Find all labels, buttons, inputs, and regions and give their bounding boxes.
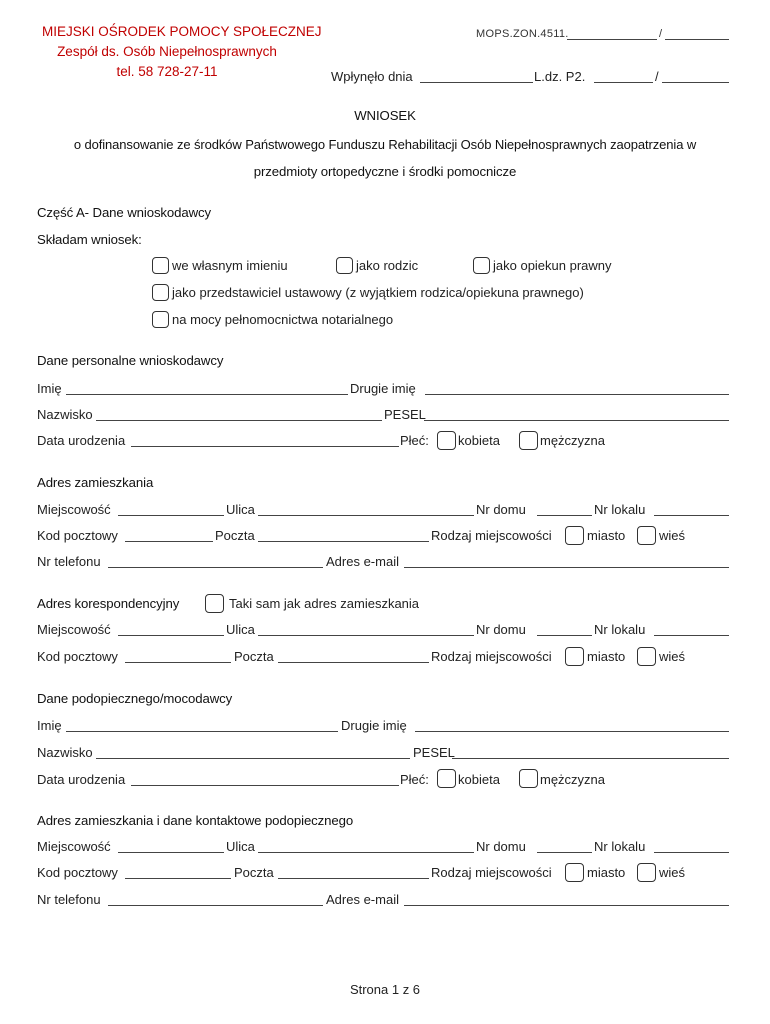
correspondence-heading: Adres korespondencyjny <box>37 596 180 611</box>
phone-field[interactable] <box>108 567 323 568</box>
ward-street-label: Ulica <box>226 839 255 854</box>
corr-town-checkbox[interactable] <box>565 647 584 666</box>
phone-label: Nr telefonu <box>37 554 101 569</box>
own-behalf-checkbox[interactable] <box>152 257 169 274</box>
legal-representative-checkbox[interactable] <box>152 284 169 301</box>
ward-town-label: miasto <box>587 865 626 880</box>
corr-village-checkbox[interactable] <box>637 647 656 666</box>
second-name-label: Drugie imię <box>350 381 416 396</box>
same-as-residence-label: Taki sam jak adres zamieszkania <box>229 596 420 611</box>
ref-year-field[interactable] <box>665 39 729 40</box>
ward-male-checkbox[interactable] <box>519 769 538 788</box>
document-subtitle-line2: przedmioty ortopedyczne i środki pomocnicze <box>253 164 517 179</box>
ward-town-checkbox[interactable] <box>565 863 584 882</box>
corr-street-label: Ulica <box>226 622 255 637</box>
house-number-label: Nr domu <box>476 502 526 517</box>
ward-email-field[interactable] <box>404 905 729 906</box>
ward-city-label: Miejscowość <box>37 839 111 854</box>
notarial-power-label: na mocy pełnomocnictwa notarialnego <box>172 312 394 327</box>
ldz-year-field[interactable] <box>662 82 729 83</box>
ward-birth-date-label: Data urodzenia <box>37 772 126 787</box>
ward-surname-label: Nazwisko <box>37 745 93 760</box>
corr-village-label: wieś <box>659 649 686 664</box>
male-checkbox[interactable] <box>519 431 538 450</box>
town-checkbox[interactable] <box>565 526 584 545</box>
street-label: Ulica <box>226 502 255 517</box>
corr-flat-number-field[interactable] <box>654 635 729 636</box>
institution-name: MIEJSKI OŚRODEK POMOCY SPOŁECZNEJ <box>42 24 322 39</box>
ward-male-label: mężczyzna <box>540 772 606 787</box>
city-field[interactable] <box>118 515 224 516</box>
flat-number-field[interactable] <box>654 515 729 516</box>
ward-pesel-label: PESEL <box>413 745 455 760</box>
locality-type-label: Rodzaj miejscowości <box>431 528 552 543</box>
corr-locality-type-label: Rodzaj miejscowości <box>431 649 552 664</box>
house-number-field[interactable] <box>537 515 592 516</box>
email-field[interactable] <box>404 567 729 568</box>
birth-date-label: Data urodzenia <box>37 433 126 448</box>
parent-label: jako rodzic <box>356 258 419 273</box>
legal-guardian-label: jako opiekun prawny <box>493 258 612 273</box>
document-subtitle-line1: o dofinansowanie ze środków Państwowego Funduszu Rehabilitacji Osób Niepełnosprawnych zaopatrzenia w <box>73 137 697 152</box>
submit-label: Składam wniosek: <box>37 232 142 247</box>
ward-street-field[interactable] <box>258 852 474 853</box>
legal-guardian-checkbox[interactable] <box>473 257 490 274</box>
same-as-residence-checkbox[interactable] <box>205 594 224 613</box>
street-field[interactable] <box>258 515 474 516</box>
male-label: mężczyzna <box>540 433 606 448</box>
town-label: miasto <box>587 528 626 543</box>
flat-number-label: Nr lokalu <box>594 502 646 517</box>
ref-label: MOPS.ZON.4511. <box>476 28 569 40</box>
ward-house-number-label: Nr domu <box>476 839 526 854</box>
received-date-field[interactable] <box>420 82 533 83</box>
notarial-power-checkbox[interactable] <box>152 311 169 328</box>
team-name: Zespół ds. Osób Niepełnosprawnych <box>57 44 277 59</box>
ldz-number-field[interactable] <box>594 82 653 83</box>
corr-street-field[interactable] <box>258 635 474 636</box>
pesel-label: PESEL <box>384 407 426 422</box>
corr-postcode-field[interactable] <box>125 662 231 663</box>
ward-village-label: wieś <box>659 865 686 880</box>
corr-post-office-field[interactable] <box>278 662 429 663</box>
corr-city-label: Miejscowość <box>37 622 111 637</box>
ward-female-checkbox[interactable] <box>437 769 456 788</box>
ldz-label: L.dz. P2. <box>534 69 586 84</box>
ward-post-office-label: Poczta <box>234 865 274 880</box>
ward-gender-label: Płeć: <box>400 772 429 787</box>
corr-flat-number-label: Nr lokalu <box>594 622 646 637</box>
ward-city-field[interactable] <box>118 852 224 853</box>
female-label: kobieta <box>458 433 500 448</box>
ward-flat-number-field[interactable] <box>654 852 729 853</box>
post-office-label: Poczta <box>215 528 255 543</box>
ward-first-name-label: Imię <box>37 718 62 733</box>
ward-second-name-label: Drugie imię <box>341 718 407 733</box>
personal-data-heading: Dane personalne wnioskodawcy <box>37 353 224 368</box>
ward-second-name-field[interactable] <box>415 731 729 732</box>
ward-female-label: kobieta <box>458 772 500 787</box>
surname-field[interactable] <box>96 420 382 421</box>
institution-phone: tel. 58 728-27-11 <box>116 64 218 79</box>
ward-village-checkbox[interactable] <box>637 863 656 882</box>
gender-label: Płeć: <box>400 433 429 448</box>
corr-house-number-field[interactable] <box>537 635 592 636</box>
corr-post-office-label: Poczta <box>234 649 274 664</box>
ref-number-field[interactable] <box>567 39 657 40</box>
ward-locality-type-label: Rodzaj miejscowości <box>431 865 552 880</box>
female-checkbox[interactable] <box>437 431 456 450</box>
first-name-field[interactable] <box>66 394 348 395</box>
ward-first-name-field[interactable] <box>66 731 338 732</box>
received-label: Wpłynęło dnia <box>331 69 413 84</box>
surname-label: Nazwisko <box>37 407 93 422</box>
corr-city-field[interactable] <box>118 635 224 636</box>
ward-flat-number-label: Nr lokalu <box>594 839 646 854</box>
corr-town-label: miasto <box>587 649 626 664</box>
page-number: Strona 1 z 6 <box>349 982 421 997</box>
ward-phone-field[interactable] <box>108 905 323 906</box>
email-label: Adres e-mail <box>326 554 399 569</box>
birth-date-field[interactable] <box>131 446 399 447</box>
ward-postcode-label: Kod pocztowy <box>37 865 118 880</box>
village-checkbox[interactable] <box>637 526 656 545</box>
ward-surname-field[interactable] <box>96 758 410 759</box>
ward-house-number-field[interactable] <box>537 852 592 853</box>
document-title: WNIOSEK <box>354 108 416 123</box>
post-office-field[interactable] <box>258 541 429 542</box>
own-behalf-label: we własnym imieniu <box>172 258 288 273</box>
part-a-heading: Część A- Dane wnioskodawcy <box>37 205 212 220</box>
city-label: Miejscowość <box>37 502 111 517</box>
postcode-field[interactable] <box>125 541 213 542</box>
ward-pesel-field[interactable] <box>452 758 729 759</box>
legal-representative-label: jako przedstawiciel ustawowy (z wyjątkiem rodzica/opiekuna prawnego) <box>172 285 584 300</box>
corr-postcode-label: Kod pocztowy <box>37 649 118 664</box>
address-heading: Adres zamieszkania <box>37 475 154 490</box>
ldz-separator: / <box>655 69 659 84</box>
ward-postcode-field[interactable] <box>125 878 231 879</box>
parent-checkbox[interactable] <box>336 257 353 274</box>
ward-email-label: Adres e-mail <box>326 892 399 907</box>
second-name-field[interactable] <box>425 394 729 395</box>
ref-separator: / <box>659 28 663 40</box>
first-name-label: Imię <box>37 381 62 396</box>
ward-post-office-field[interactable] <box>278 878 429 879</box>
village-label: wieś <box>659 528 686 543</box>
pesel-field[interactable] <box>424 420 729 421</box>
ward-heading: Dane podopiecznego/mocodawcy <box>37 691 233 706</box>
ward-phone-label: Nr telefonu <box>37 892 101 907</box>
ward-birth-date-field[interactable] <box>131 785 399 786</box>
postcode-label: Kod pocztowy <box>37 528 118 543</box>
ward-address-heading: Adres zamieszkania i dane kontaktowe podopiecznego <box>37 813 354 828</box>
corr-house-number-label: Nr domu <box>476 622 526 637</box>
